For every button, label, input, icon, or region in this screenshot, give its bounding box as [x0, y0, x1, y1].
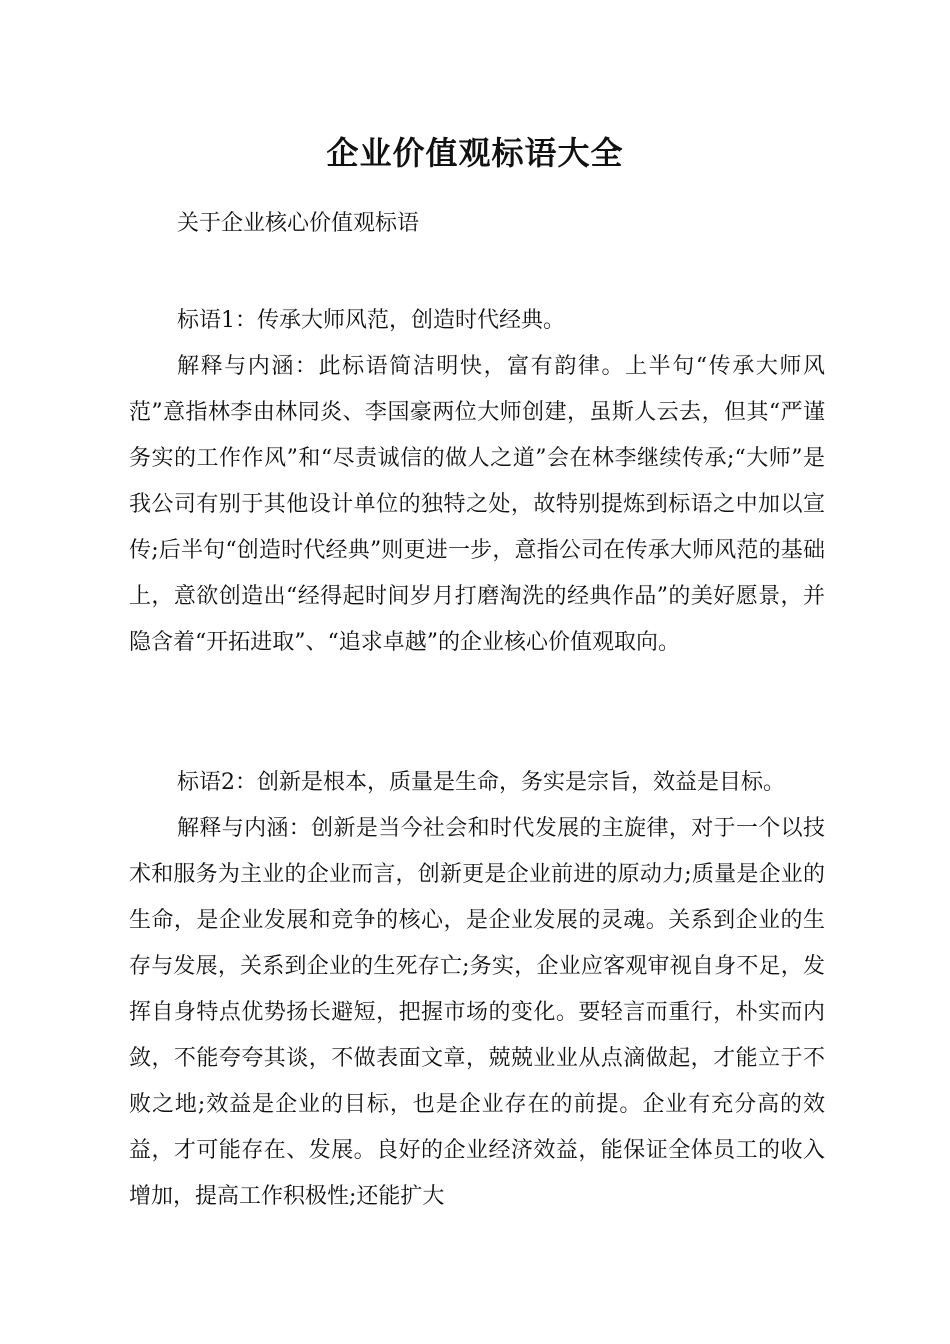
slogan-section-1: [129, 298, 825, 666]
slogan-explanation-1: 解释与内涵：此标语简洁明快，富有韵律。上半句“传承大师风范”意指林李由林同炎、李国豪两位大师创建，虽斯人云去，但其“严谨务实的工作作风”和“尽责诚信的做人之道”会在林李继续传承;“大师”是我公司有别于其他设计单位的独特之处，故特别提炼到标语之中加以宣传;后半句“创造时代经典”则更进一步，意指公司在传承大师风范的基础上，意欲创造出“经得起时间岁月打磨淘洗的经典作品”的美好愿景，并隐含着“开拓进取”、“追求卓越”的企业核心价值观取向。: [129, 354, 825, 655]
slogan-section-2: [129, 760, 825, 1220]
slogan-heading-2: 标语2：创新是根本，质量是生命，务实是宗旨，效益是目标。: [177, 770, 785, 795]
document-subtitle: 关于企业核心价值观标语: [177, 211, 420, 236]
slogan-explanation-2: 解释与内涵：创新是当今社会和时代发展的主旋律，对于一个以技术和服务为主业的企业而言，创新更是企业前进的原动力;质量是企业的生命，是企业发展和竞争的核心，是企业发展的灵魂。关系到企业的生存与发展，关系到企业的生死存亡;务实，企业应客观审视自身不足，发挥自身特点优势扬长避短，把握市场的变化。要轻言而重行，朴实而内敛，不能夸夸其谈，不做表面文章，兢兢业业从点滴做起，才能立于不败之地;效益是企业的目标，也是企业存在的前提。企业有充分高的效益，才可能存在、发展。良好的企业经济效益，能保证全体员工的收入增加，提高工作积极性;还能扩大: [129, 816, 825, 1209]
document-title: 企业价值观标语大全: [326, 134, 624, 172]
slogan-heading-1: 标语1：传承大师风范，创造时代经典。: [177, 308, 565, 333]
